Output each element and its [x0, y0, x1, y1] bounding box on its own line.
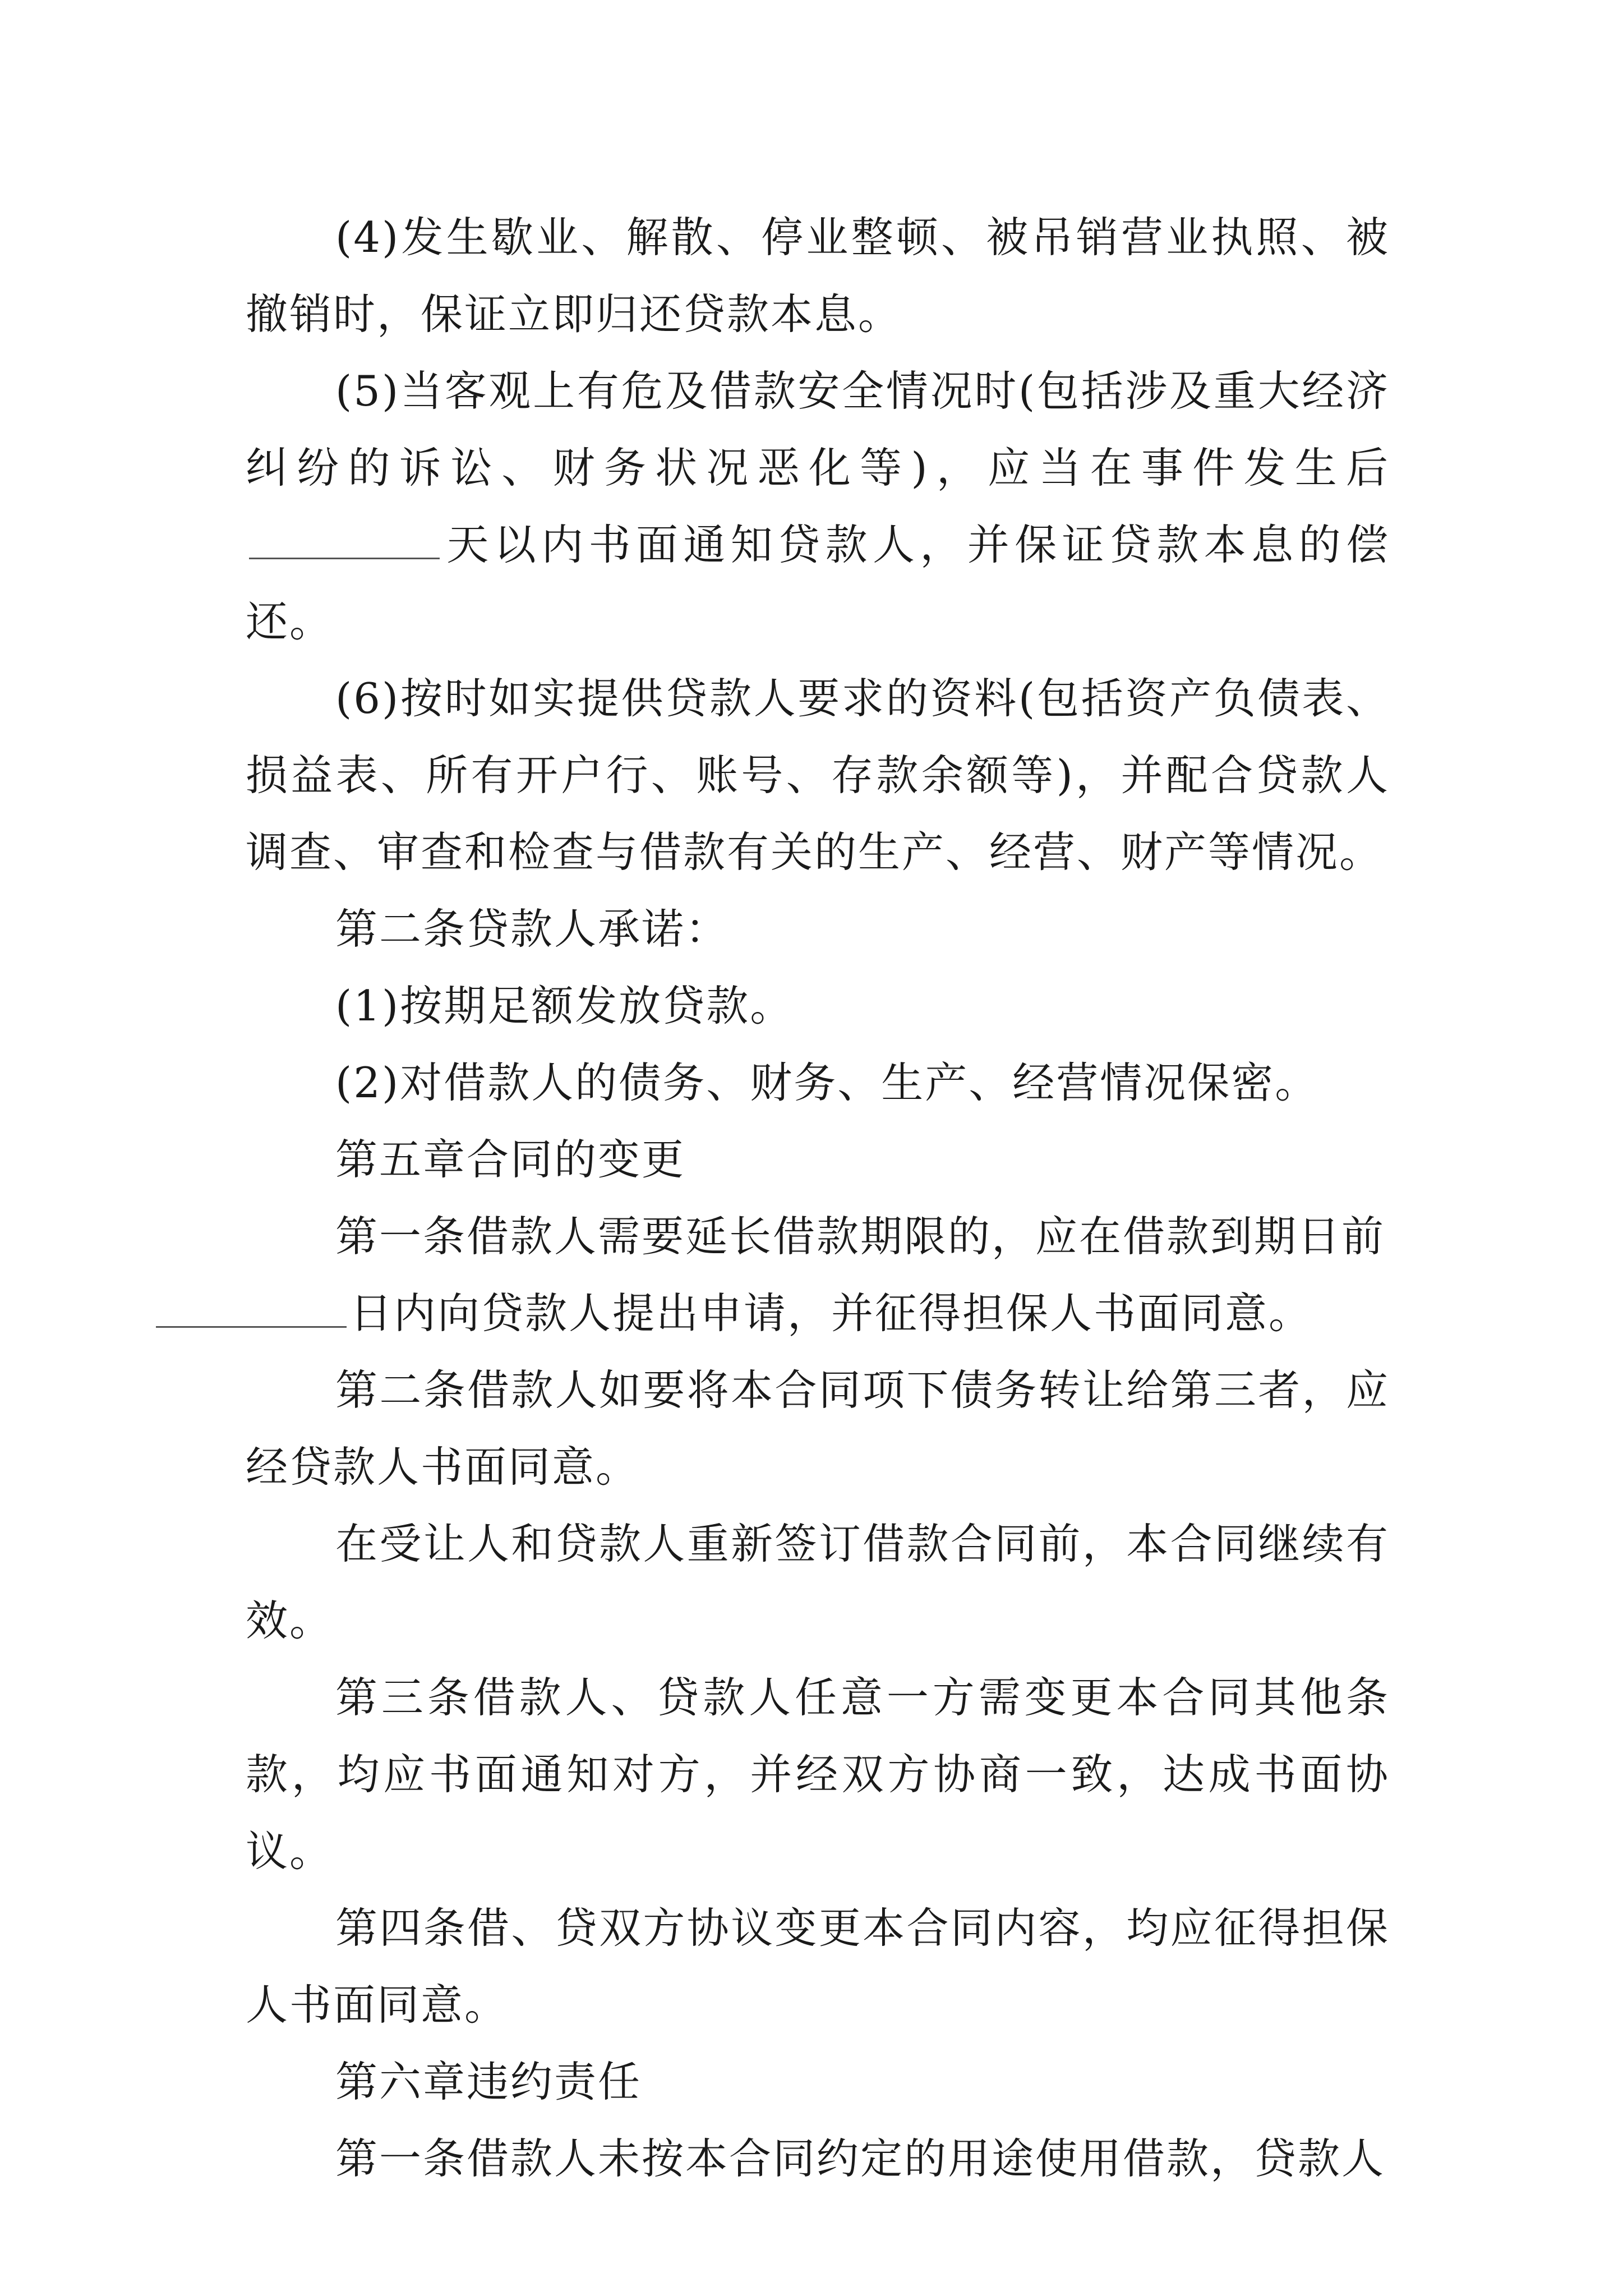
- lender-commitment-heading: [246, 891, 1390, 968]
- chapter-5-article-4-paragraph: [246, 1890, 1390, 2044]
- clause-5-paragraph: [246, 353, 1390, 660]
- paragraph-text-before-blank: 第一条借款人需要延长借款期限的，应在借款到期日前: [335, 1212, 1386, 1261]
- chapter-5-article-1-paragraph: [246, 1198, 1390, 1352]
- paragraph-text: (4)发生歇业、解散、停业整顿、被吊销营业执照、被撤销时，保证立即归还贷款本息。: [246, 213, 1390, 339]
- paragraph-text: 第一条借款人未按本合同约定的用途使用借款，贷款人: [335, 2134, 1386, 2183]
- paragraph-text: 第五章合同的变更: [335, 1135, 686, 1184]
- clause-6-paragraph: [246, 660, 1390, 891]
- assignee-paragraph: [246, 1506, 1390, 1659]
- paragraph-text: (2)对借款人的债务、财务、生产、经营情况保密。: [335, 1058, 1319, 1107]
- fill-in-blank[interactable]: [249, 524, 440, 559]
- paragraph-text: 第二条借款人如要将本合同项下债务转让给第三者，应经贷款人书面同意。: [246, 1365, 1390, 1492]
- paragraph-text-before-blank: (5)当客观上有危及借款安全情况时(包括涉及重大经济纠纷的诉讼、财务状况恶化等)，应当在事件发生后: [246, 366, 1390, 493]
- paragraph-text-after-blank: 天以内书面通知贷款人，并保证贷款本息的偿还。: [246, 520, 1390, 646]
- clause-4-paragraph: [246, 199, 1390, 353]
- paragraph-text: 第二条贷款人承诺：: [335, 904, 730, 954]
- chapter-5-article-3-paragraph: [246, 1659, 1390, 1890]
- chapter-5-article-2-paragraph: [246, 1352, 1390, 1506]
- paragraph-text: 第四条借、贷双方协议变更本合同内容，均应征得担保人书面同意。: [246, 1903, 1390, 2030]
- paragraph-text: 在受让人和贷款人重新签订借款合同前，本合同继续有效。: [246, 1519, 1390, 1645]
- paragraph-text: 第三条借款人、贷款人任意一方需变更本合同其他条款，均应书面通知对方，并经双方协商一致，达成书面协议。: [246, 1673, 1390, 1876]
- fill-in-blank[interactable]: [156, 1292, 347, 1328]
- paragraph-text: (1)按期足额发放贷款。: [335, 981, 794, 1030]
- paragraph-text: (6)按时如实提供贷款人要求的资料(包括资产负债表、损益表、所有开户行、账号、存款余额等)，并配合贷款人调查、审查和检查与借款有关的生产、经营、财产等情况。: [246, 674, 1390, 877]
- paragraph-text-after-blank: 日内向贷款人提出申请，并征得担保人书面同意。: [350, 1289, 1313, 1338]
- paragraph-text: 第六章违约责任: [335, 2057, 642, 2106]
- chapter-6-heading: [246, 2044, 1390, 2120]
- chapter-5-heading: [246, 1121, 1390, 1198]
- chapter-6-article-1-paragraph: [246, 2120, 1390, 2197]
- lender-clause-2-paragraph: [246, 1045, 1390, 1121]
- document-body: [246, 199, 1390, 2197]
- lender-clause-1-paragraph: [246, 968, 1390, 1045]
